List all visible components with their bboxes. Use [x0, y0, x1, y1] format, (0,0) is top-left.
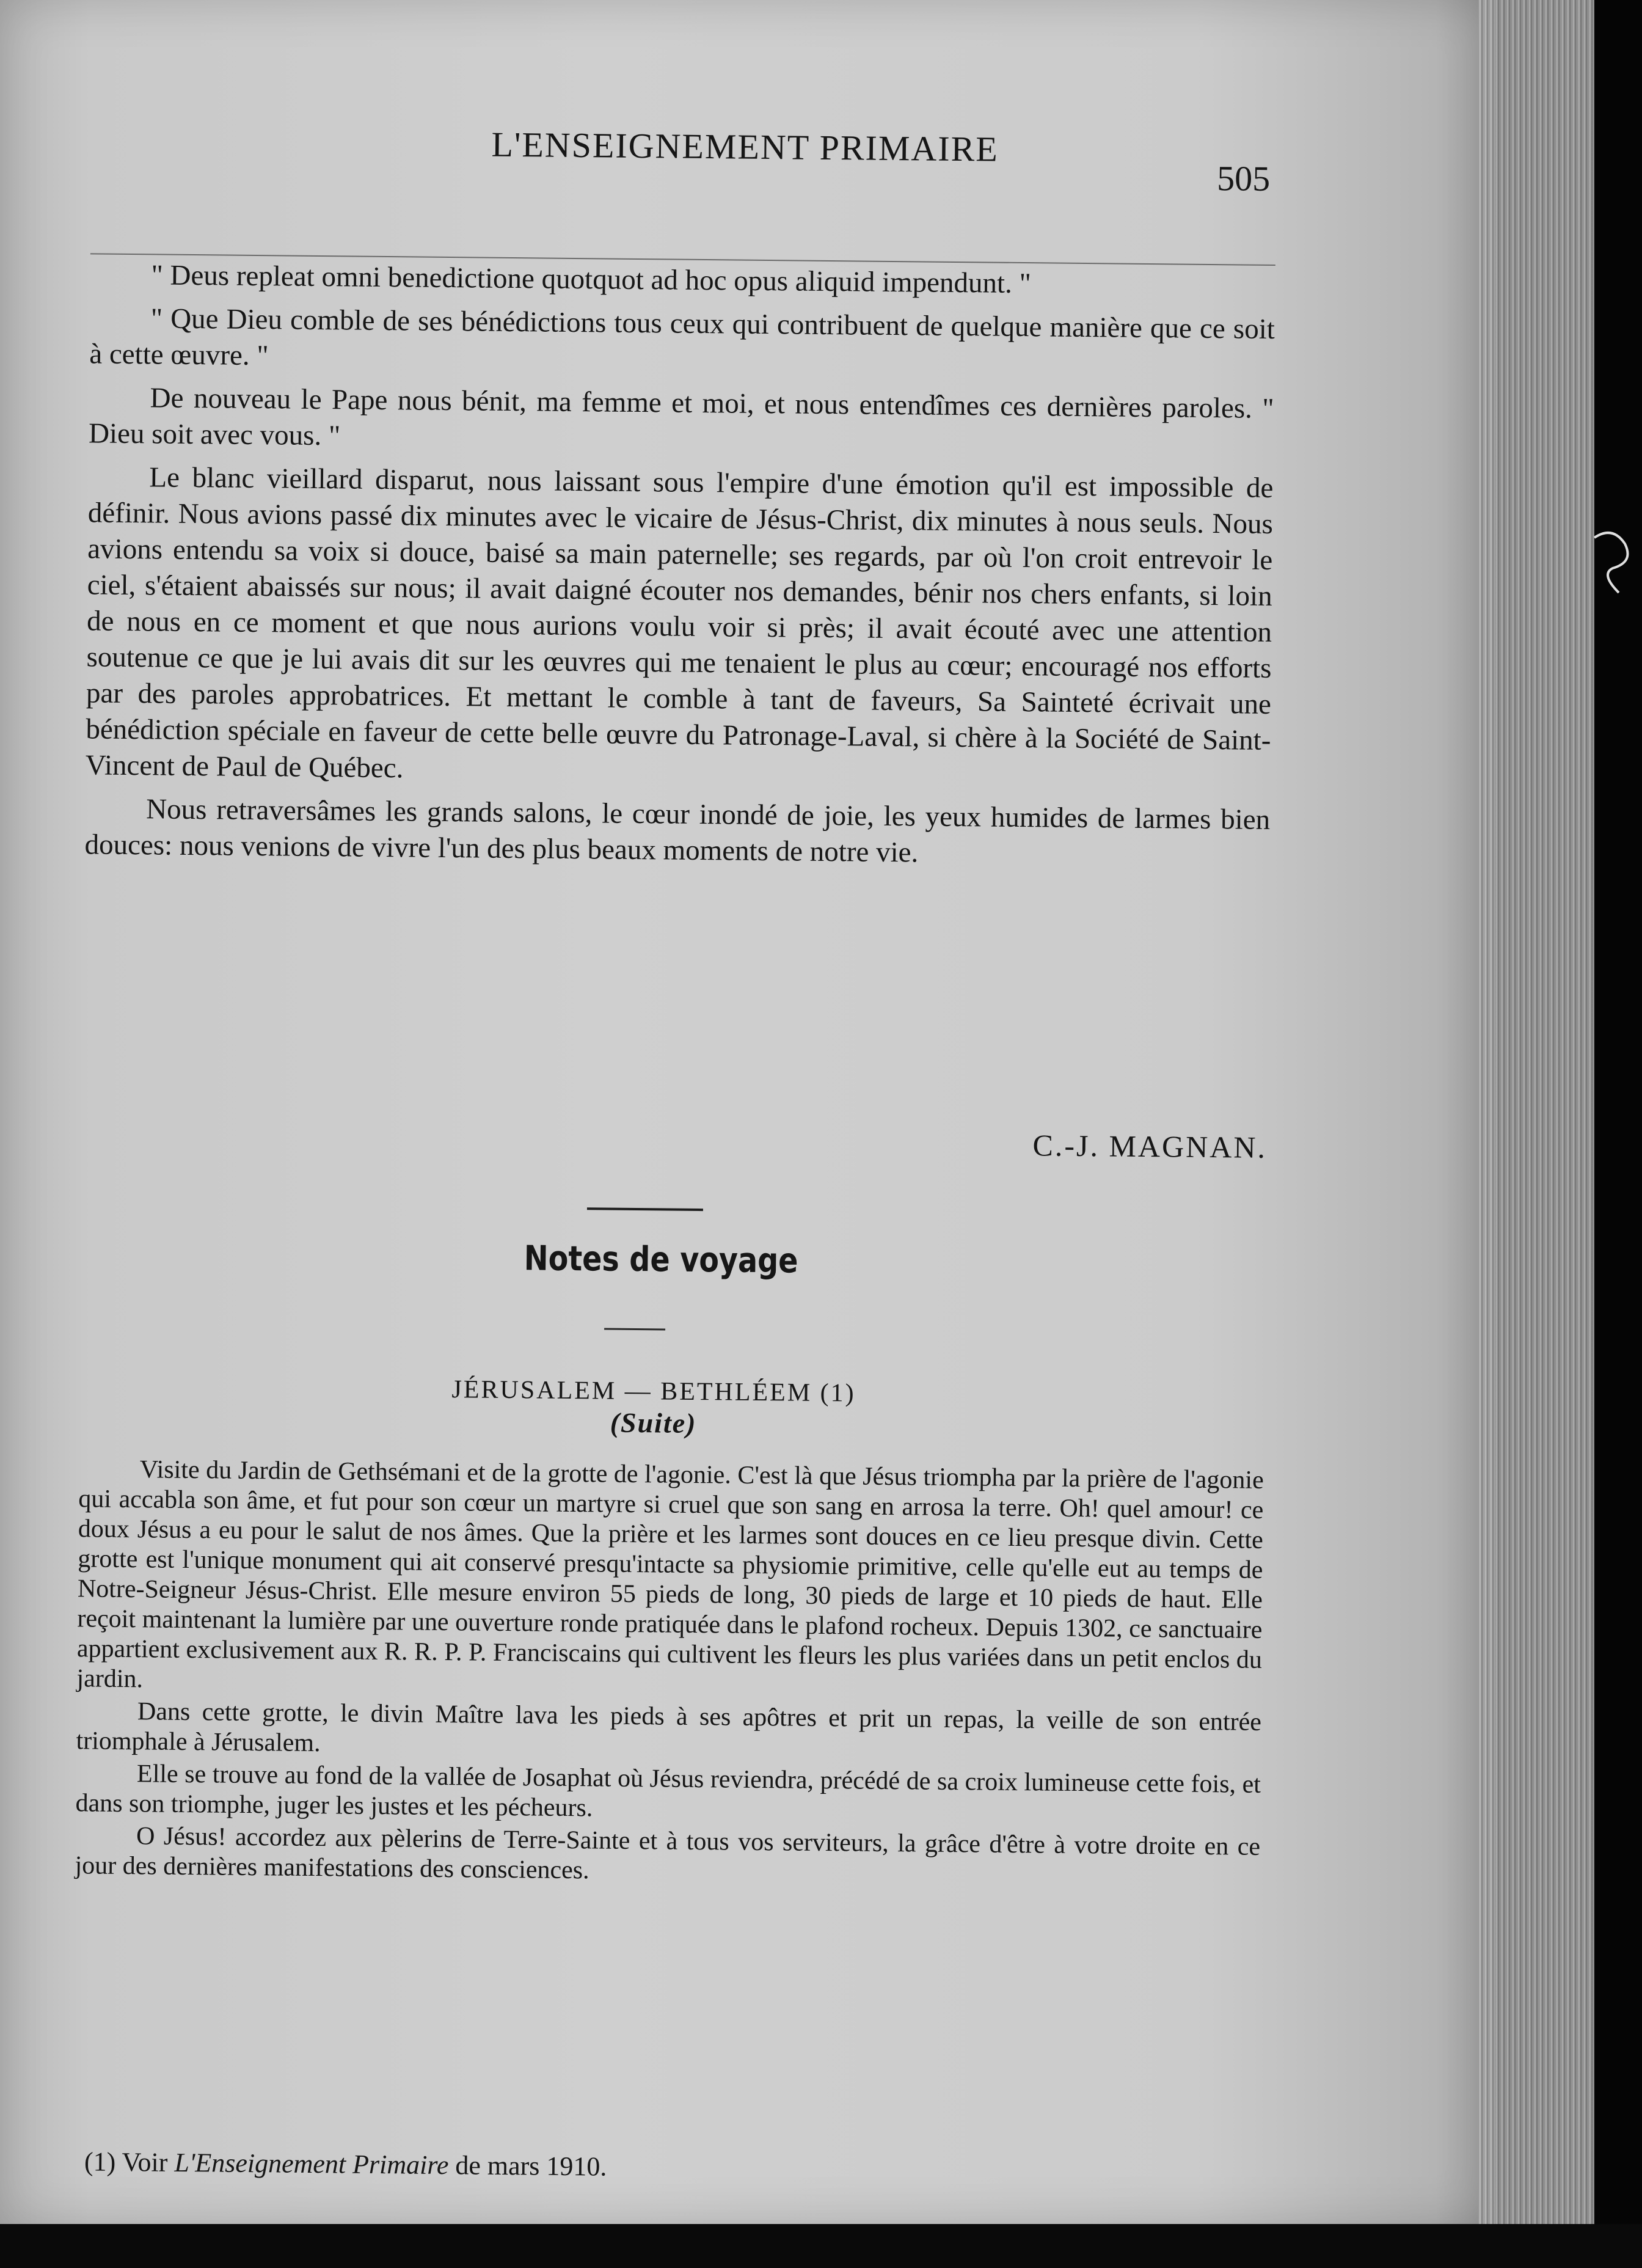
footnote-reference: L'Enseignement Primaire: [174, 2147, 449, 2181]
page-number: 505: [1216, 158, 1271, 199]
footnote-mark: (1) Voir: [84, 2146, 168, 2178]
author-signature: C.-J. MAGNAN.: [1032, 1128, 1268, 1165]
travel-notes-body: [75, 1454, 1264, 1895]
running-head: L'ENSEIGNEMENT PRIMAIRE: [491, 124, 999, 169]
paragraph: De nouveau le Pape nous bénit, ma femme et moi, et nous entendîmes ces dernières paroles. " Dieu soit avec vous. ": [88, 382, 1274, 452]
bottom-shadow: [0, 2224, 1642, 2268]
page-edges: [1478, 0, 1594, 2224]
paragraph: O Jésus! accordez aux pèlerins de Terre-Sainte et à tous vos serviteurs, la grâce d'être à votre droite en ce jour des dernières manifestations des consciences.: [75, 1822, 1261, 1885]
paragraph: Visite du Jardin de Gethsémani et de la grotte de l'agonie. C'est là que Jésus triompha par la prière de l'agonie qui accabla son âme, et fut pour son cœur un martyre si cruel que son sang en arrosa la terre. Oh! quel amour! ce doux Jésus a eu pour le salut de nos âmes. Que la prière et les larmes sont douces en ce lieu presque divin. Cette grotte est l'unique monument qui ait conservé presqu'intacte sa physiomie primitive, celle qu'elle eut au temps de Notre-Seigneur Jésus-Christ. Elle mesure environ 55 pieds de long, 30 pieds de large et 10 pieds de haut. Elle reçoit maintenant la lumière par une ouverture ronde pratiquée dans le plafond rocheux. Depuis 1302, ce sanctuaire appartient exclusivement aux R. R. P. P. Franciscains qui cultivent les fleurs les plus variées dans un petit enclos du jardin.: [76, 1455, 1264, 1694]
paragraph: Dans cette grotte, le divin Maître lava les pieds à ses apôtres et prit un repas, la veille de son entrée triomphale à Jérusalem.: [76, 1697, 1262, 1758]
subtitle-places: JÉRUSALEM — BETHLÉEM (1): [451, 1375, 856, 1408]
paragraph: Nous retraversâmes les grands salons, le cœur inondé de joie, les yeux humides de larmes bien douces: nous venions de vivre l'un des plus beaux moments de notre vie.: [84, 793, 1271, 869]
paragraph: " Que Dieu comble de ses bénédictions tous ceux qui contribuent de quelque manière que ce soit à cette œuvre. ": [89, 302, 1275, 372]
paragraph: Elle se trouve au fond de la vallée de Josaphat où Jésus reviendra, précédé de sa croix lumineuse cette fois, et dans son triomphe, juger les justes et les pécheurs.: [75, 1760, 1261, 1823]
subtitle-suite: (Suite): [610, 1407, 697, 1439]
scan-mark-icon: [1588, 525, 1637, 599]
article-body: [84, 257, 1275, 882]
footnote-tail: de mars 1910.: [455, 2150, 607, 2182]
paragraph: " Deus repleat omni benedictione quotquot ad hoc opus aliquid impendunt. ": [151, 259, 1032, 300]
section-subtitle: [348, 1373, 959, 1443]
footnote: [84, 2146, 607, 2182]
section-title: Notes de voyage: [524, 1238, 798, 1281]
paragraph: Le blanc vieillard disparut, nous laissant sous l'empire d'une émotion qu'il est impossible de définir. Nous avions passé dix minutes avec le vicaire de Jésus-Christ, dix minutes à nous seuls. Nous avions entendu sa voix si douce, baisé sa main paternelle; ses regards, par où l'on croit entrevoir le ciel, s'étaient abaissés sur nous; il avait daigné écouter nos demandes, bénir nos chers enfants, si loin de nous en ce moment et que nous aurions voulu voir si près; il avait écouté avec une attention soutenue ce que je lui avais dit sur les œuvres qui me tenaient le plus au cœur; encouragé nos efforts par des paroles approbatrices. Et mettant le comble à tant de faveurs, Sa Sainteté écrivait une bénédiction spéciale en faveur de cette belle œuvre du Patronage-Laval, si chère à la Société de Saint-Vincent de Paul de Québec.: [85, 461, 1274, 785]
book-binding: [1594, 0, 1642, 2268]
